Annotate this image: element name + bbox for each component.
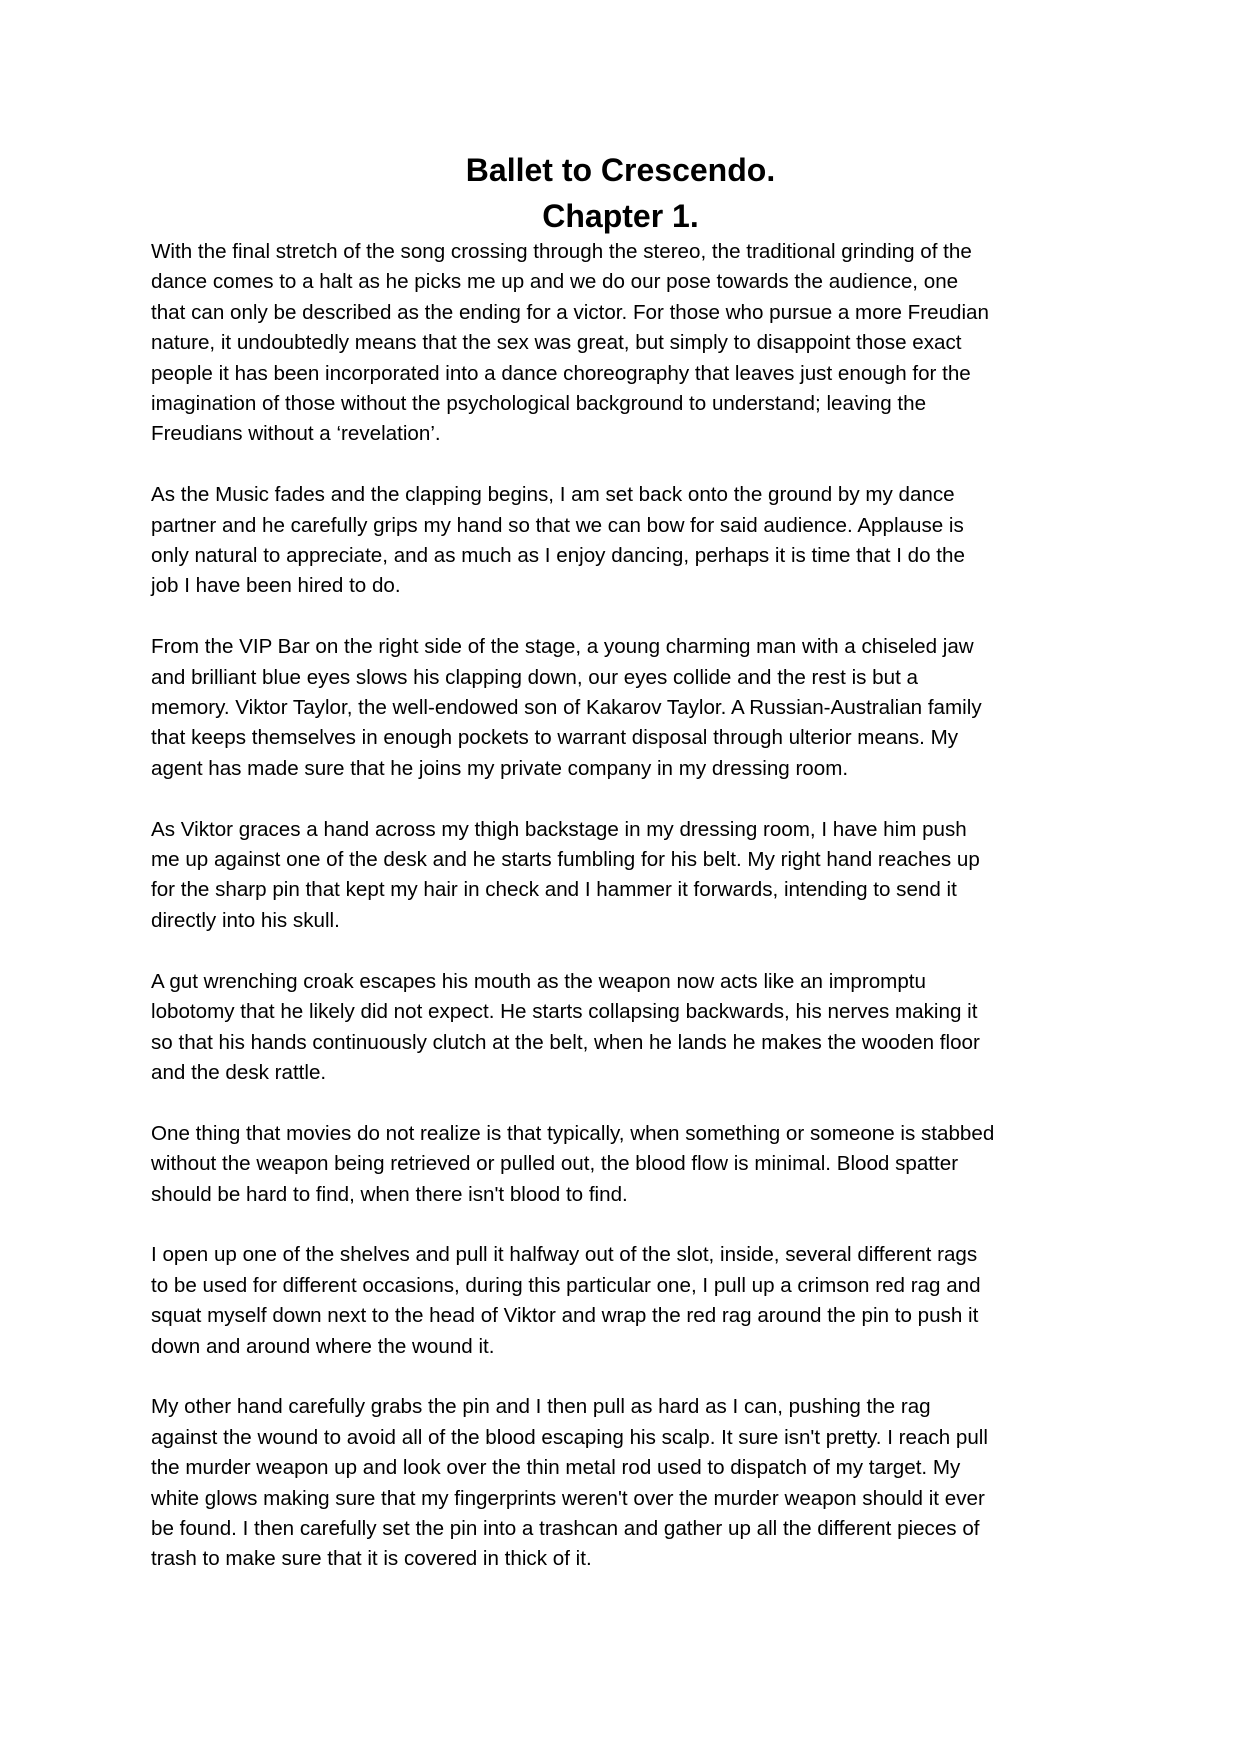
text-line: for the sharp pin that kept my hair in check and I hammer it forwards, intending to send it	[151, 878, 957, 902]
text-line: dance comes to a halt as he picks me up and we do our pose towards the audience, one	[151, 270, 959, 294]
text-line: job I have been hired to do.	[151, 574, 401, 598]
text-line: and the desk rattle.	[151, 1060, 327, 1084]
paragraph	[151, 632, 1106, 784]
text-line: against the wound to avoid all of the blood escaping his scalp. It sure isn't pretty. I reach pull	[151, 1425, 988, 1449]
text-line: partner and he carefully grips my hand so that we can bow for said audience. Applause is	[151, 513, 964, 537]
text-line: nature, it undoubtedly means that the sex was great, but simply to disappoint those exact	[151, 331, 962, 355]
text-line: the murder weapon up and look over the thin metal rod used to dispatch of my target. My	[151, 1456, 961, 1480]
paragraph	[151, 237, 1106, 450]
text-line: With the final stretch of the song crossing through the stereo, the traditional grinding of the	[151, 240, 972, 263]
text-line: agent has made sure that he joins my private company in my dressing room.	[151, 756, 849, 780]
text-line: From the VIP Bar on the right side of the stage, a young charming man with a chiseled jaw	[151, 635, 974, 659]
text-line: squat myself down next to the head of Viktor and wrap the red rag around the pin to push it	[151, 1304, 979, 1328]
text-line: lobotomy that he likely did not expect. He starts collapsing backwards, his nerves making it	[151, 1000, 978, 1024]
text-line: and brilliant blue eyes slows his clapping down, our eyes collide and the rest is but a	[151, 665, 918, 689]
text-line: without the weapon being retrieved or pulled out, the blood flow is minimal. Blood spatter	[151, 1152, 959, 1176]
chapter-heading: Chapter 1.	[542, 198, 699, 234]
text-line: white glows making sure that my fingerprints weren't over the murder weapon should it ever	[151, 1486, 985, 1510]
text-line: A gut wrenching croak escapes his mouth as the weapon now acts like an impromptu	[151, 969, 926, 993]
paragraph	[151, 480, 1106, 602]
title-block	[0, 147, 1241, 239]
paragraph	[151, 967, 1106, 1089]
text-line: As Viktor graces a hand across my thigh backstage in my dressing room, I have him push	[151, 817, 967, 841]
body-text	[151, 237, 1106, 1605]
text-line: memory. Viktor Taylor, the well-endowed son of Kakarov Taylor. A Russian-Australian family	[151, 696, 982, 720]
paragraph	[151, 1119, 1106, 1210]
text-line: should be hard to find, when there isn't blood to find.	[151, 1182, 628, 1206]
text-line: I open up one of the shelves and pull it halfway out of the slot, inside, several different rags	[151, 1243, 978, 1267]
paragraph	[151, 1392, 1106, 1574]
text-line: trash to make sure that it is covered in thick of it.	[151, 1547, 592, 1571]
text-line: directly into his skull.	[151, 908, 340, 932]
text-line: that can only be described as the ending for a victor. For those who pursue a more Freudian	[151, 300, 989, 324]
text-line: to be used for different occasions, during this particular one, I pull up a crimson red rag and	[151, 1273, 981, 1297]
text-line: Freudians without a ‘revelation’.	[151, 422, 441, 446]
paragraph	[151, 815, 1106, 937]
document-title: Ballet to Crescendo.	[465, 152, 776, 188]
text-line: imagination of those without the psychological background to understand; leaving the	[151, 392, 927, 416]
text-line: me up against one of the desk and he starts fumbling for his belt. My right hand reaches up	[151, 848, 980, 872]
text-line: be found. I then carefully set the pin into a trashcan and gather up all the different pieces of	[151, 1516, 980, 1540]
text-line: As the Music fades and the clapping begins, I am set back onto the ground by my dance	[151, 483, 955, 507]
text-line: people it has been incorporated into a dance choreography that leaves just enough for the	[151, 361, 971, 385]
text-line: My other hand carefully grabs the pin and I then pull as hard as I can, pushing the rag	[151, 1395, 931, 1419]
paragraph	[151, 1240, 1106, 1362]
text-line: so that his hands continuously clutch at the belt, when he lands he makes the wooden floor	[151, 1030, 980, 1054]
text-line: only natural to appreciate, and as much as I enjoy dancing, perhaps it is time that I do the	[151, 544, 965, 568]
text-line: down and around where the wound it.	[151, 1334, 495, 1358]
text-line: One thing that movies do not realize is that typically, when something or someone is stabbed	[151, 1121, 995, 1145]
text-line: that keeps themselves in enough pockets to warrant disposal through ulterior means. My	[151, 726, 959, 750]
